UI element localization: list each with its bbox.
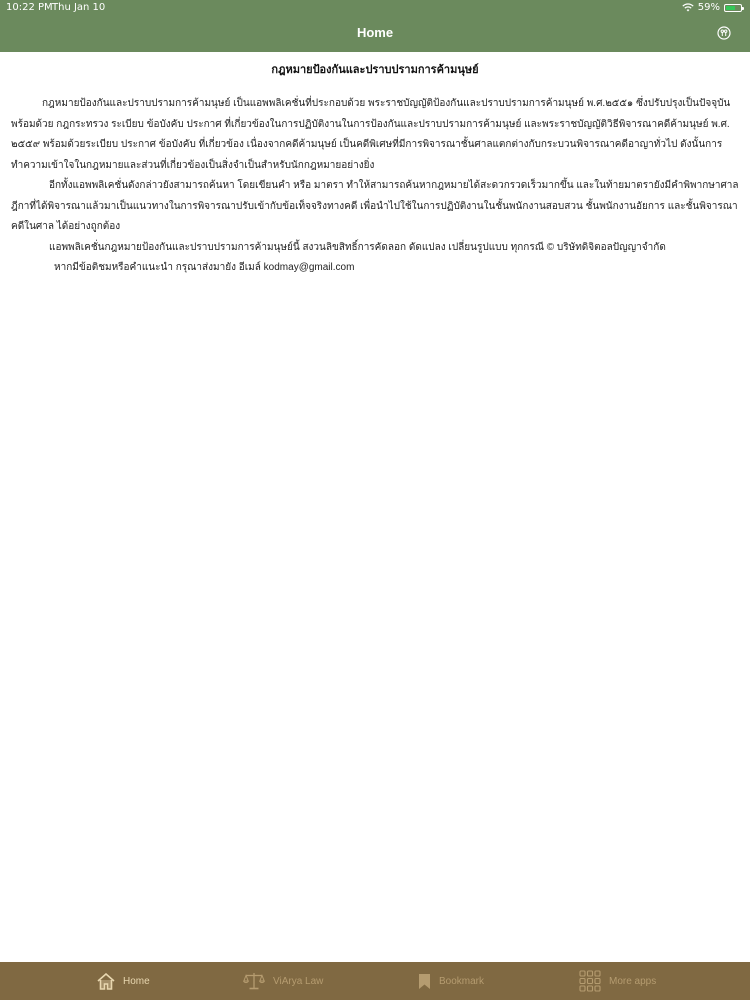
status-right bbox=[682, 2, 742, 13]
tab-label-viarya-law: ViArya Law bbox=[273, 975, 324, 987]
status-bar bbox=[0, 0, 750, 16]
tab-home[interactable] bbox=[97, 962, 150, 1000]
grid-icon bbox=[579, 970, 601, 992]
tab-bar bbox=[0, 962, 750, 1000]
paragraph-intro: กฎหมายป้องกันและปราบปรามการค้ามนุษย์ เป็นแอพพลิเคชั่นที่ประกอบด้วย พระราชบัญญัติป้องกันและปราบปรามการค้ามนุษย์ พ.ศ.๒๕๕๑ ซึ่งปรับปรุงเป็นปัจจุบัน พร้อมด้วย กฎกระทรวง ระเบียบ ข้อบังคับ ประกาศ ที่เกี่ยวข้องในการปฏิบัติงานในการป้องกันและปราบปรามการค้ามนุษย์ และพระราชบัญญัติวิธีพิจารณาคดีค้ามนุษย์ พ.ศ. ๒๕๕๙ พร้อมด้วยระเบียบ ประกาศ ข้อบังคับ ที่เกี่ยวข้อง เนื่องจากคดีค้ามนุษย์ เป็นคดีพิเศษที่มีการพิจารณาชั้นศาลแตกต่างกับกระบวนพิจารณาคดีอาญาทั่วไป ดังนั้นการทำความเข้าใจในกฎหมายและส่วนที่เกี่ยวข้องเป็นสิ่งจำเป็นสำหรับนักกฎหมายอย่างยิ่ง bbox=[11, 98, 731, 171]
status-time: 10:22 PM bbox=[6, 2, 53, 13]
home-icon bbox=[97, 973, 115, 990]
paragraph-copyright: แอพพลิเคชั่นกฎหมายป้องกันและปราบปรามการค้ามนุษย์นี้ สงวนลิขสิทธิ์การคัดลอก ดัดแปลง เปลี่ยนรูปแบบ ทุกกรณี © บริษัทดิจิตอลปัญญาจำกัด bbox=[49, 241, 666, 253]
tab-label-more-apps: More apps bbox=[609, 975, 657, 987]
scales-icon bbox=[243, 972, 265, 990]
nav-title: Home bbox=[356, 25, 394, 40]
bookmark-icon bbox=[418, 973, 431, 990]
battery-icon bbox=[724, 4, 742, 12]
navigation-bar bbox=[0, 16, 750, 52]
paragraph-search: อีกทั้งแอพพลิเคชั่นดังกล่าวยังสามารถค้นหา โดยเขียนคำ หรือ มาตรา ทำให้สามารถค้นหากฎหมายได้สะดวกรวดเร็วมากขึ้น และในท้ายมาตรายังมีคำพิพากษาศาลฎีกาที่ได้พิจารณาแล้วมาเป็นแนวทางในการพิจารณาปรับเข้ากับข้อเท็จจริงทางคดี เพื่อนำไปใช้ในการปฏิบัติงานในชั้นพนักงานสอบสวน ชั้นพนักงานอัยการ และชั้นพิจารณาคดีในศาล ได้อย่างถูกต้อง bbox=[11, 180, 739, 232]
status-date: Thu Jan 10 bbox=[52, 2, 106, 13]
top-bar bbox=[0, 0, 750, 52]
tab-more-apps[interactable] bbox=[579, 962, 656, 1000]
wifi-icon bbox=[682, 3, 694, 12]
tab-viarya-law[interactable] bbox=[243, 962, 323, 1000]
info-icon[interactable] bbox=[717, 26, 731, 40]
tab-bookmark[interactable] bbox=[418, 962, 484, 1000]
document-title: กฎหมายป้องกันและปราบปรามการค้ามนุษย์ bbox=[271, 64, 479, 76]
main-content[interactable] bbox=[0, 52, 750, 962]
battery-percent: 59% bbox=[697, 2, 720, 13]
document-body bbox=[11, 94, 739, 279]
tab-label-home: Home bbox=[123, 975, 150, 987]
tab-label-bookmark: Bookmark bbox=[439, 975, 485, 987]
paragraph-contact: หากมีข้อติชมหรือคำแนะนำ กรุณาส่งมายัง อีเมล์ kodmay@gmail.com bbox=[54, 262, 355, 273]
